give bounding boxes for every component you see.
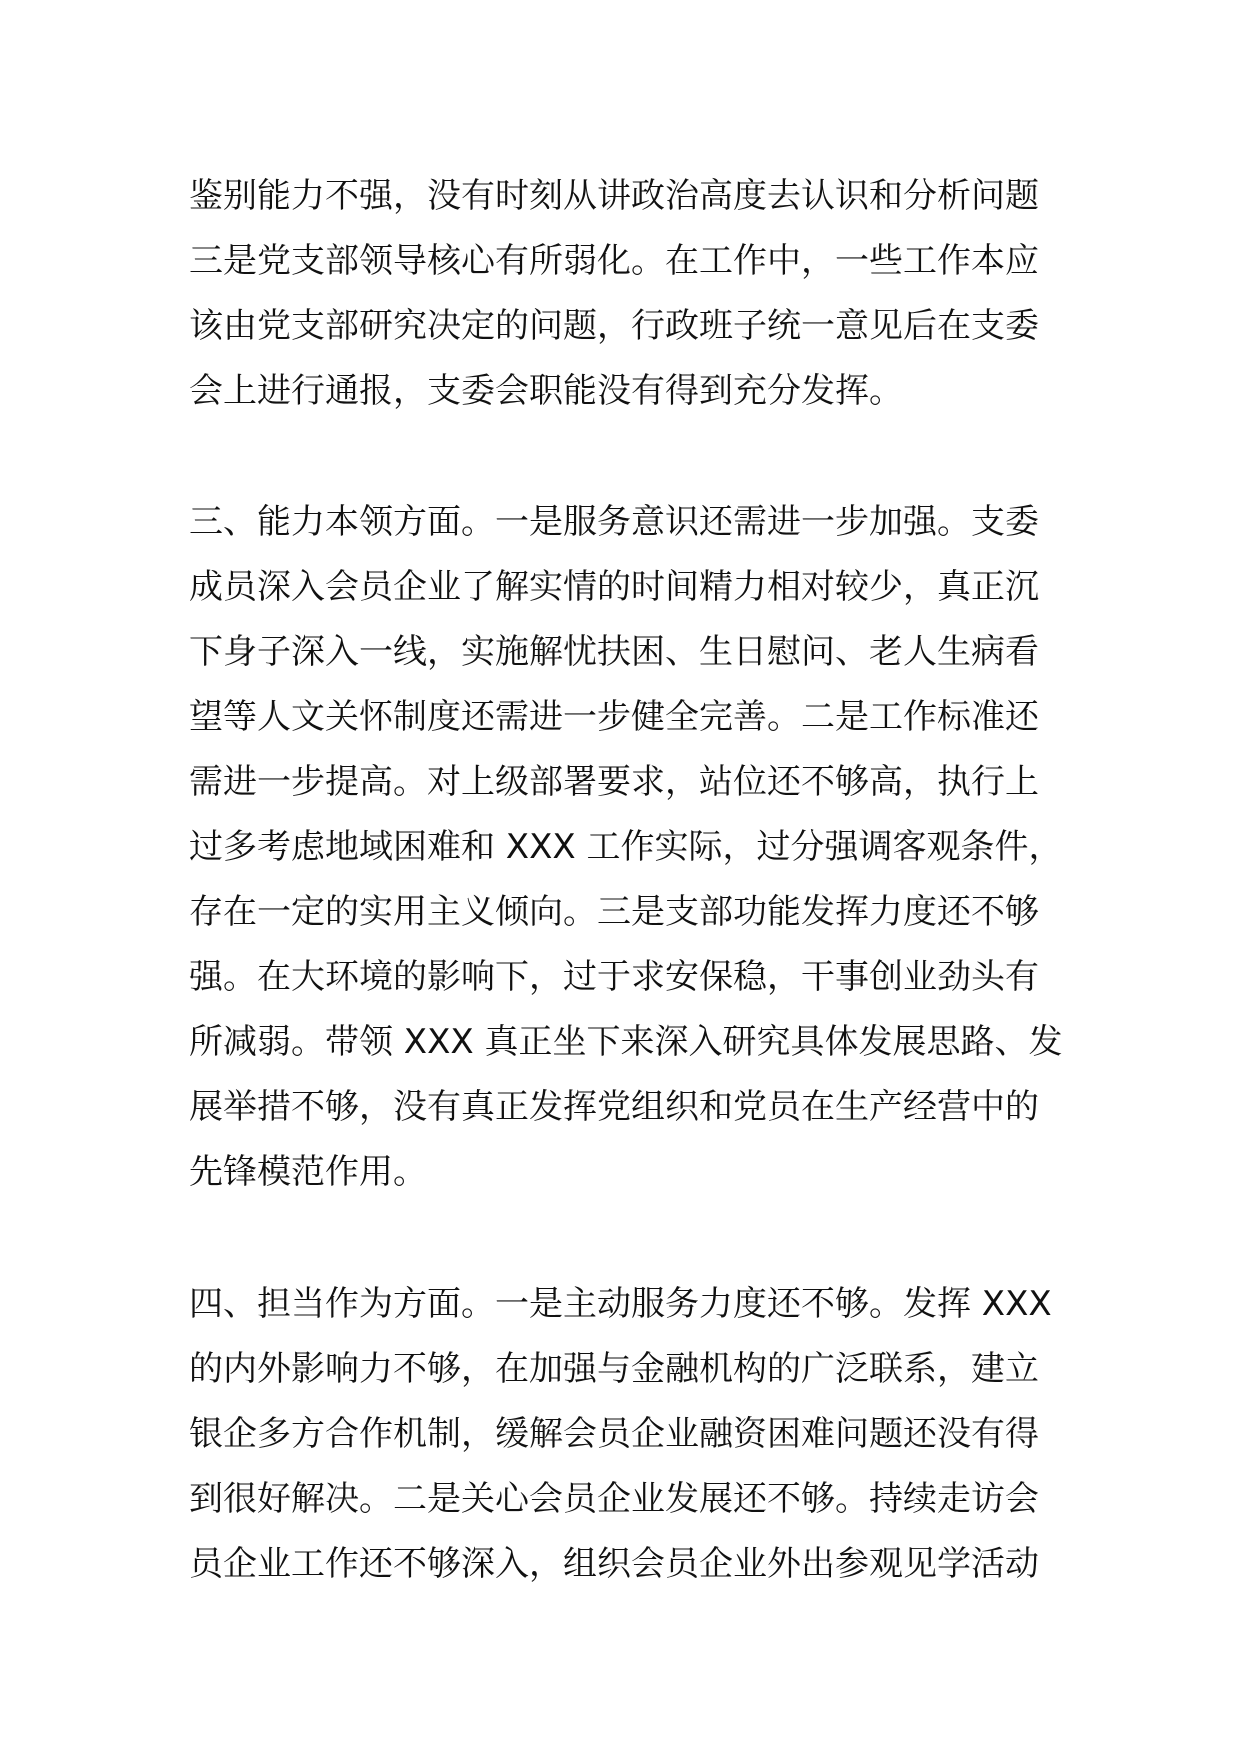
text-line: 该由党支部研究决定的问题，行政班子统一意见后在支委 [189,306,1039,346]
text-line: 望等人文关怀制度还需进一步健全完善。二是工作标准还 [189,697,1039,737]
text-line: 成员深入会员企业了解实情的时间精力相对较少，真正沉 [189,567,1039,607]
text-line: 所减弱。带领 XXX 真正坐下来深入研究具体发展思路、发 [189,1022,1063,1062]
text-line: 到很好解决。二是关心会员企业发展还不够。持续走访会 [189,1479,1039,1519]
text-line: 员企业工作还不够深入，组织会员企业外出参观见学活动 [189,1544,1039,1584]
text-line: 展举措不够，没有真正发挥党组织和党员在生产经营中的 [189,1087,1039,1127]
text-line: 银企多方合作机制，缓解会员企业融资困难问题还没有得 [189,1414,1039,1454]
text-line: 三、能力本领方面。一是服务意识还需进一步加强。支委 [189,502,1039,542]
text-line: 四、担当作为方面。一是主动服务力度还不够。发挥 XXX [189,1284,1052,1324]
text-line: 的内外影响力不够，在加强与金融机构的广泛联系，建立 [189,1349,1039,1389]
paragraph-responsibility-action [189,1272,1059,1597]
text-line: 过多考虑地域困难和 XXX 工作实际，过分强调客观条件， [189,827,1063,867]
text-line: 存在一定的实用主义倾向。三是支部功能发挥力度还不够 [189,892,1039,932]
text-line: 先锋模范作用。 [189,1152,427,1192]
text-line: 强。在大环境的影响下，过于求安保稳，干事创业劲头有 [189,957,1039,997]
text-line: 三是党支部领导核心有所弱化。在工作中，一些工作本应 [189,241,1039,281]
paragraph-party-branch-weakened [189,164,1059,424]
text-line: 鉴别能力不强，没有时刻从讲政治高度去认识和分析问题 [189,176,1039,216]
paragraph-ability-skills [189,490,1063,1205]
text-line: 会上进行通报，支委会职能没有得到充分发挥。 [189,371,903,411]
text-line: 下身子深入一线，实施解忧扶困、生日慰问、老人生病看 [189,632,1039,672]
text-line: 需进一步提高。对上级部署要求，站位还不够高，执行上 [189,762,1039,802]
